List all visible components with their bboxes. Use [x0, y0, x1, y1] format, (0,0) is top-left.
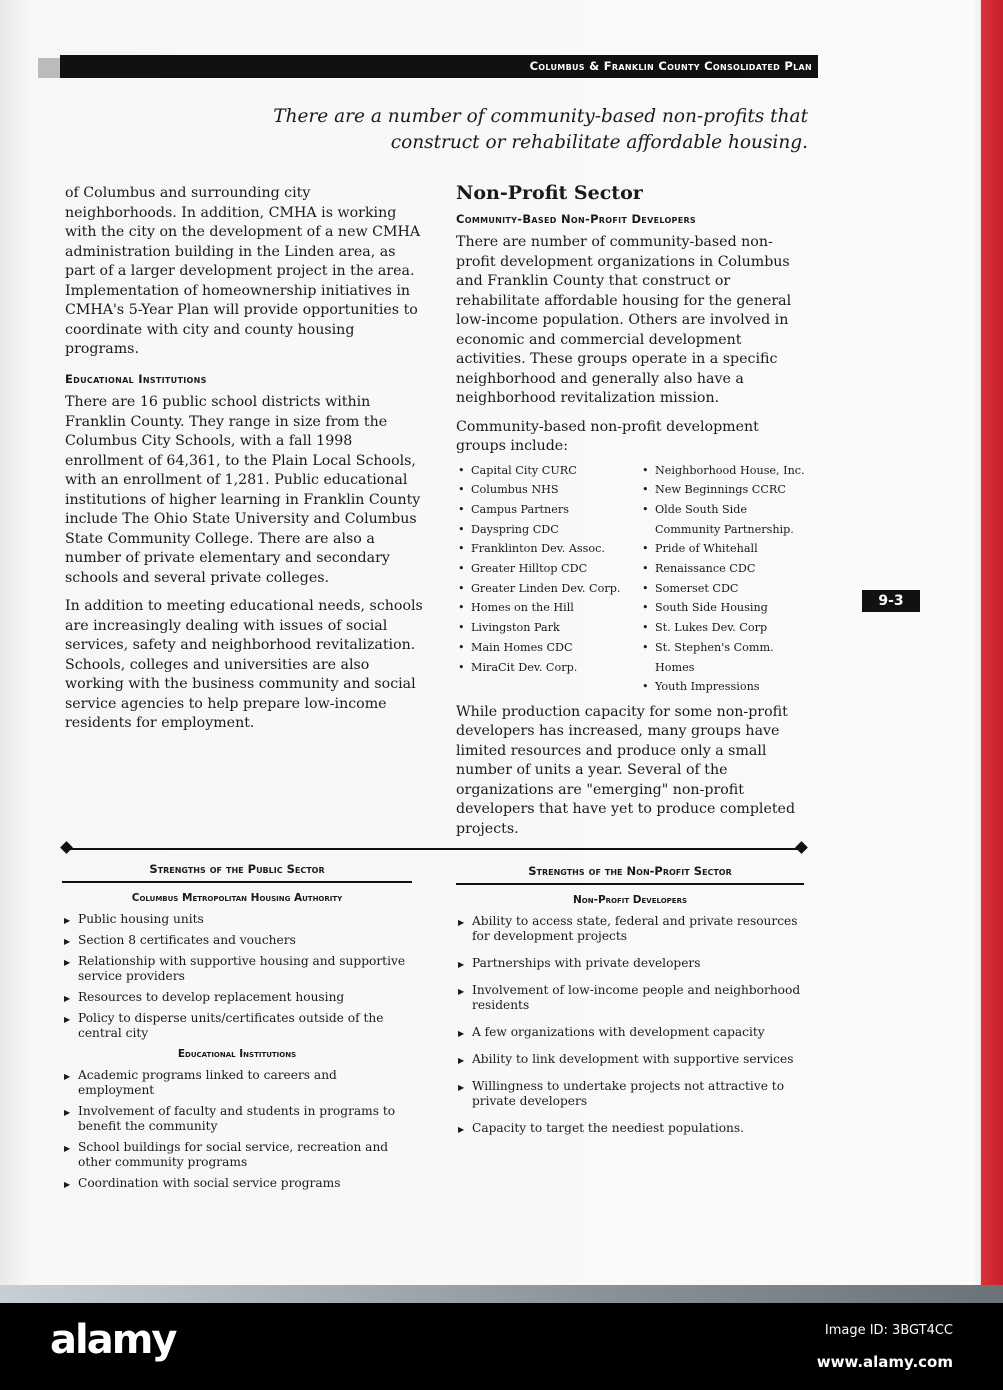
left-column — [65, 184, 425, 743]
box-title: Strengths of the Non-Profit Sector — [456, 864, 804, 885]
strength-item: ▶ Partnerships with private developers — [456, 956, 804, 971]
org-item: • MiraCit Dev. Corp. — [456, 658, 640, 678]
footer-url: www.alamy.com — [816, 1353, 953, 1371]
strength-item: ▶ Section 8 certificates and vouchers — [62, 933, 412, 948]
org-item: • Olde South Side Community Partnership. — [640, 500, 806, 539]
running-header: Columbus & Franklin County Consolidated Plan — [60, 55, 818, 78]
strength-item: ▶ Willingness to undertake projects not attractive to private developers — [456, 1079, 804, 1109]
paragraph: There are 16 public school districts within Franklin County. They range in size from the Columbus City Schools, with a fall 1998 enrollment of 64,361, to the Plain Local Schools, with an enrollment of 1,281. Public educational institutions of higher learning in Franklin County include The Ohio State University and Columbus State Community College. There are also a number of private elementary and secondary schools and several private colleges. — [65, 394, 421, 586]
paragraph: Community-based non-profit development groups include: — [456, 418, 759, 454]
org-item: • Franklinton Dev. Assoc. — [456, 539, 640, 559]
paragraph: While production capacity for some non-profit developers has increased, many groups have limited resources and produce only a small number of units a year. Several of the organizations are "emerging" non-profit developers that have yet to produce completed projects. — [456, 703, 796, 837]
org-item: • Neighborhood House, Inc. — [640, 461, 806, 481]
org-item: • Pride of Whitehall — [640, 539, 806, 559]
divider — [66, 848, 802, 850]
image-id: Image ID: 3BGT4CC — [824, 1323, 953, 1338]
strength-item: ▶ Policy to disperse units/certificates outside of the central city — [62, 1011, 412, 1041]
strength-item: ▶ Involvement of low-income people and neighborhood residents — [456, 983, 804, 1013]
org-item: • Greater Linden Dev. Corp. — [456, 579, 640, 599]
strength-item: ▶ Academic programs linked to careers and employment — [62, 1068, 412, 1098]
org-item: • Livingston Park — [456, 618, 640, 638]
watermark-footer — [0, 1303, 1003, 1390]
org-item: • New Beginnings CCRC — [640, 480, 806, 500]
paragraph: In addition to meeting educational needs, schools are increasingly dealing with issues of social services, safety and neighborhood revitalization. Schools, colleges and universities are also working with the business community and social service agencies to help prepare low-income residents for employment. — [65, 598, 423, 731]
page-edge — [975, 0, 1003, 1285]
org-item: • Somerset CDC — [640, 579, 806, 599]
scan-edge — [0, 1285, 1003, 1303]
strength-item: ▶ Resources to develop replacement housing — [62, 990, 412, 1005]
box-subtitle: Non-Profit Developers — [572, 894, 687, 906]
org-item: • Capital City CURC — [456, 461, 640, 481]
box-subtitle: Columbus Metropolitan Housing Authority — [131, 892, 343, 904]
strength-item: ▶ Ability to access state, federal and private resources for development projects — [456, 914, 804, 944]
strength-item: ▶ Relationship with supportive housing and supportive service providers — [62, 954, 412, 984]
org-item: • Renaissance CDC — [640, 559, 806, 579]
section-title: Non-Profit Sector — [456, 182, 643, 204]
org-item: • Dayspring CDC — [456, 520, 640, 540]
paragraph: of Columbus and surrounding city neighborhoods. In addition, CMHA is working with the city on the development of a new CMHA administration building in the Linden area, as part of a larger development project in the area. Implementation of homeownership initiatives in CMHA's 5-Year Plan will provide opportunities to coordinate with city and county housing programs. — [65, 185, 421, 357]
org-item: • Youth Impressions — [640, 677, 806, 697]
box-subtitle: Educational Institutions — [177, 1048, 297, 1060]
box-title: Strengths of the Public Sector — [62, 862, 412, 883]
org-item: • Campus Partners — [456, 500, 640, 520]
org-item: • Homes on the Hill — [456, 598, 640, 618]
right-column — [456, 184, 806, 848]
org-item: • Columbus NHS — [456, 480, 640, 500]
header-shadow — [38, 58, 62, 78]
nonprofit-sector-box — [456, 864, 804, 1148]
section-subheading: Community-Based Non-Profit Developers — [456, 211, 696, 226]
org-item: • Main Homes CDC — [456, 638, 640, 658]
pull-quote: There are a number of community-based non-profits that construct or rehabilitate affordable housing. — [273, 106, 808, 153]
strength-item: ▶ School buildings for social service, recreation and other community programs — [62, 1140, 412, 1170]
alamy-logo: alamy — [50, 1317, 176, 1363]
strength-item: ▶ Involvement of faculty and students in programs to benefit the community — [62, 1104, 412, 1134]
public-sector-box — [62, 862, 412, 1197]
org-item: • South Side Housing — [640, 598, 806, 618]
strength-item: ▶ Ability to link development with supportive services — [456, 1052, 804, 1067]
strength-item: ▶ A few organizations with development capacity — [456, 1025, 804, 1040]
org-item: • St. Stephen's Comm. Homes — [640, 638, 806, 677]
page-number-tab: 9-3 — [862, 590, 920, 612]
org-list — [456, 461, 806, 697]
paragraph: There are number of community-based non-profit development organizations in Columbus and Franklin County that construct or rehabilitate affordable housing for the general low-income population. Others are involved in economic and commercial development activities. These groups operate in a specific neighborhood and generally also have a neighborhood revitalization mission. — [456, 234, 792, 406]
section-heading: Educational Institutions — [65, 371, 207, 386]
org-item: • Greater Hilltop CDC — [456, 559, 640, 579]
strength-item: ▶ Public housing units — [62, 912, 412, 927]
strength-item: ▶ Capacity to target the neediest populations. — [456, 1121, 804, 1136]
strength-item: ▶ Coordination with social service programs — [62, 1176, 412, 1191]
org-item: • St. Lukes Dev. Corp — [640, 618, 806, 638]
